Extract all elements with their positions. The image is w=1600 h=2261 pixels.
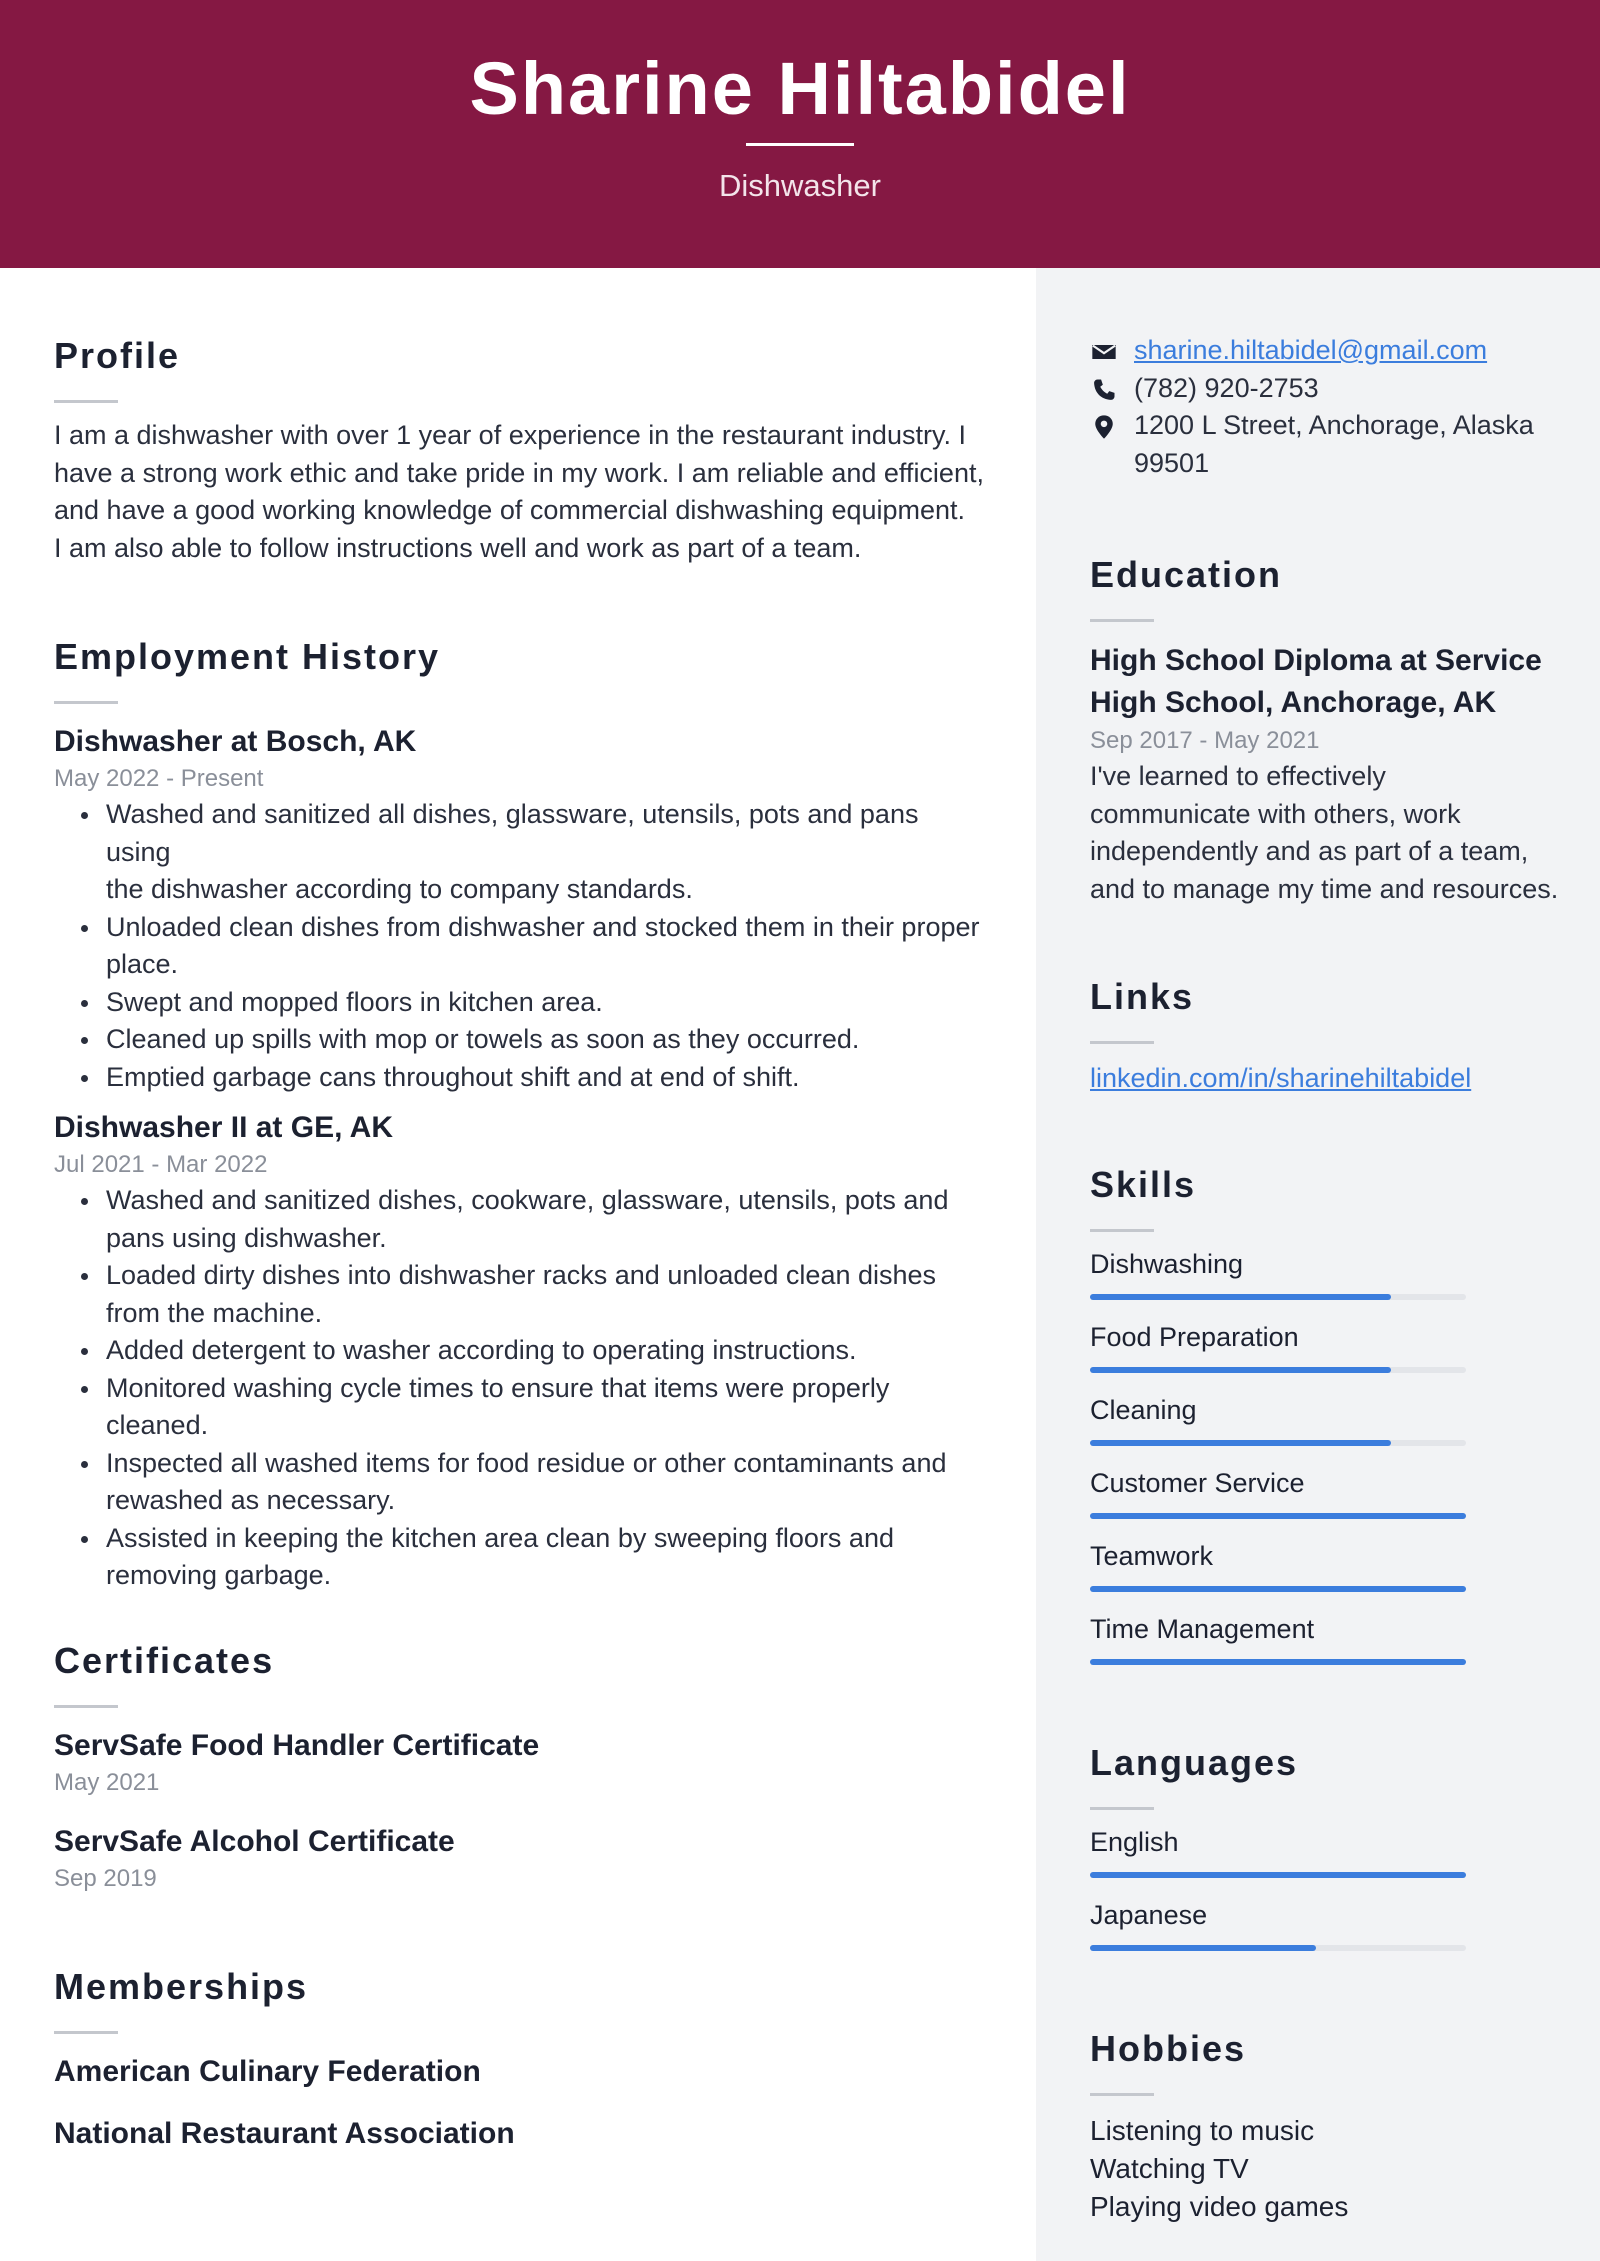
certificate-name: ServSafe Alcohol Certificate	[54, 1825, 455, 1858]
education-section	[1090, 553, 1570, 908]
skill-level-fill	[1090, 1367, 1391, 1373]
links-section	[1090, 975, 1570, 1098]
skill-level-fill	[1090, 1294, 1391, 1300]
section-divider	[1090, 2093, 1154, 2096]
section-divider	[54, 1705, 118, 1708]
hobbies-heading: Hobbies	[1090, 2028, 1247, 2069]
job-entry-title: Dishwasher II at GE, AK	[54, 1111, 393, 1144]
section-divider	[1090, 1229, 1154, 1232]
skill-label: Cleaning	[1090, 1395, 1197, 1425]
skills-heading: Skills	[1090, 1164, 1197, 1205]
skill-level-track	[1090, 1294, 1466, 1300]
certificate-name: ServSafe Food Handler Certificate	[54, 1729, 540, 1762]
memberships-section	[54, 1965, 984, 2154]
skill-item	[1090, 1392, 1570, 1465]
certificate-entry	[54, 1726, 984, 1800]
language-item	[1090, 1824, 1570, 1897]
skill-label: Food Preparation	[1090, 1322, 1299, 1352]
education-desc-line: I've learned to effectively	[1090, 761, 1386, 791]
language-level-fill	[1090, 1945, 1316, 1951]
education-desc-line: independently and as part of a team,	[1090, 836, 1529, 866]
duty-item: Inspected all washed items for food residue or other contaminants and rewashed as necessary.	[54, 1445, 984, 1520]
skill-level-track	[1090, 1586, 1466, 1592]
duty-item: Monitored washing cycle times to ensure that items were properly cleaned.	[54, 1370, 984, 1445]
education-dates: Sep 2017 - May 2021	[1090, 727, 1320, 754]
duty-item: Cleaned up spills with mop or towels as soon as they occurred.	[54, 1021, 984, 1059]
phone-icon	[1090, 376, 1118, 404]
duty-item: Added detergent to washer according to operating instructions.	[54, 1332, 984, 1370]
languages-list	[1090, 1824, 1570, 1970]
skill-level-fill	[1090, 1586, 1466, 1592]
education-desc-line: communicate with others, work	[1090, 798, 1461, 829]
degree-line: High School Diploma at Service	[1090, 644, 1542, 677]
duty-item: Unloaded clean dishes from dishwasher and stocked them in their proper place.	[54, 909, 984, 984]
hobbies-list	[1090, 2112, 1570, 2226]
skill-item	[1090, 1319, 1570, 1392]
job-duties	[54, 796, 984, 1096]
language-item	[1090, 1897, 1570, 1970]
certificate-date: Sep 2019	[54, 1865, 157, 1892]
profile-line: and have a good working knowledge of commercial dishwashing equipment.	[54, 495, 966, 525]
duty-item: Emptied garbage cans throughout shift and at end of shift.	[54, 1059, 984, 1097]
section-divider	[1090, 619, 1154, 622]
skill-level-fill	[1090, 1513, 1466, 1519]
address-line: 1200 L Street, Anchorage, Alaska	[1134, 410, 1534, 440]
education-description	[1090, 758, 1570, 908]
email-link[interactable]: sharine.hiltabidel@gmail.com	[1134, 335, 1488, 365]
skill-item	[1090, 1538, 1570, 1611]
duty-item: Loaded dirty dishes into dishwasher racks and unloaded clean dishes from the machine.	[54, 1257, 984, 1332]
language-level-fill	[1090, 1872, 1466, 1878]
profile-line: I am a dishwasher with over 1 year of experience in the restaurant industry. I	[54, 420, 966, 450]
section-divider	[1090, 1807, 1154, 1810]
profile-line: have a strong work ethic and take pride in my work. I am reliable and efficient,	[54, 457, 984, 488]
job-entry-dates: May 2022 - Present	[54, 765, 264, 792]
certificates-section	[54, 1639, 984, 1896]
skill-item	[1090, 1246, 1570, 1319]
skill-label: Customer Service	[1090, 1468, 1305, 1498]
languages-section	[1090, 1741, 1570, 1970]
certificate-entry	[54, 1822, 984, 1896]
skills-list	[1090, 1246, 1570, 1684]
skill-label: Teamwork	[1090, 1541, 1214, 1571]
job-entry	[54, 1108, 984, 1595]
location-pin-icon	[1090, 413, 1118, 441]
hobby-item: Listening to music	[1090, 2115, 1315, 2146]
skill-item	[1090, 1465, 1570, 1538]
skill-level-track	[1090, 1513, 1466, 1519]
section-divider	[54, 701, 118, 704]
language-level-track	[1090, 1872, 1466, 1878]
language-label: English	[1090, 1827, 1179, 1857]
skills-section	[1090, 1163, 1570, 1684]
section-divider	[1090, 1041, 1154, 1044]
resume-header	[0, 0, 1600, 268]
job-entry	[54, 722, 984, 1096]
envelope-icon	[1090, 338, 1118, 366]
skill-level-fill	[1090, 1440, 1391, 1446]
contact-phone-row	[1090, 370, 1570, 408]
skill-level-fill	[1090, 1659, 1466, 1665]
links-heading: Links	[1090, 976, 1195, 1017]
skill-item	[1090, 1611, 1570, 1684]
education-desc-line: and to manage my time and resources.	[1090, 873, 1559, 904]
education-heading: Education	[1090, 554, 1283, 595]
memberships-heading: Memberships	[54, 1966, 309, 2007]
section-divider	[54, 400, 118, 403]
degree-line: High School, Anchorage, AK	[1090, 686, 1497, 719]
job-title: Dishwasher	[719, 168, 881, 203]
contact-email-row	[1090, 332, 1570, 370]
skill-level-track	[1090, 1659, 1466, 1665]
contact-address-row	[1090, 407, 1570, 482]
skill-level-track	[1090, 1367, 1466, 1373]
skill-label: Dishwashing	[1090, 1249, 1244, 1279]
employment-section	[54, 635, 984, 1595]
header-divider	[746, 143, 854, 146]
languages-heading: Languages	[1090, 1742, 1299, 1783]
duty-item: Washed and sanitized dishes, cookware, glassware, utensils, pots and pans using dishwasher.	[54, 1182, 984, 1257]
employment-heading: Employment History	[54, 636, 441, 677]
phone-number: (782) 920-2753	[1134, 372, 1319, 403]
profile-line: I am also able to follow instructions well and work as part of a team.	[54, 532, 862, 563]
hobby-item: Playing video games	[1090, 2191, 1349, 2222]
link-item	[1090, 1060, 1570, 1098]
linkedin-link[interactable]: linkedin.com/in/sharinehiltabidel	[1090, 1063, 1472, 1093]
membership-item: National Restaurant Association	[54, 2117, 515, 2150]
hobby-item: Watching TV	[1090, 2153, 1249, 2184]
job-duties	[54, 1182, 984, 1595]
profile-section	[54, 334, 984, 567]
profile-summary	[54, 417, 984, 567]
contact-section	[1090, 332, 1570, 482]
certificates-heading: Certificates	[54, 1640, 275, 1681]
certificate-date: May 2021	[54, 1769, 160, 1796]
skill-level-track	[1090, 1440, 1466, 1446]
skill-label: Time Management	[1090, 1614, 1315, 1644]
hobbies-section	[1090, 2027, 1570, 2226]
profile-heading: Profile	[54, 335, 181, 376]
language-label: Japanese	[1090, 1900, 1208, 1930]
duty-item: Assisted in keeping the kitchen area clean by sweeping floors and removing garbage.	[54, 1520, 984, 1595]
duty-item: Swept and mopped floors in kitchen area.	[54, 984, 984, 1022]
duty-item: Washed and sanitized all dishes, glassware, utensils, pots and pans using the dishwasher according to company standards.	[54, 796, 984, 909]
language-level-track	[1090, 1945, 1466, 1951]
membership-item: American Culinary Federation	[54, 2055, 481, 2088]
job-entry-title: Dishwasher at Bosch, AK	[54, 725, 417, 758]
education-degree	[1090, 640, 1570, 724]
candidate-name: Sharine Hiltabidel	[469, 47, 1131, 130]
address-line: 99501	[1134, 447, 1210, 478]
section-divider	[54, 2031, 118, 2034]
job-entry-dates: Jul 2021 - Mar 2022	[54, 1151, 268, 1178]
